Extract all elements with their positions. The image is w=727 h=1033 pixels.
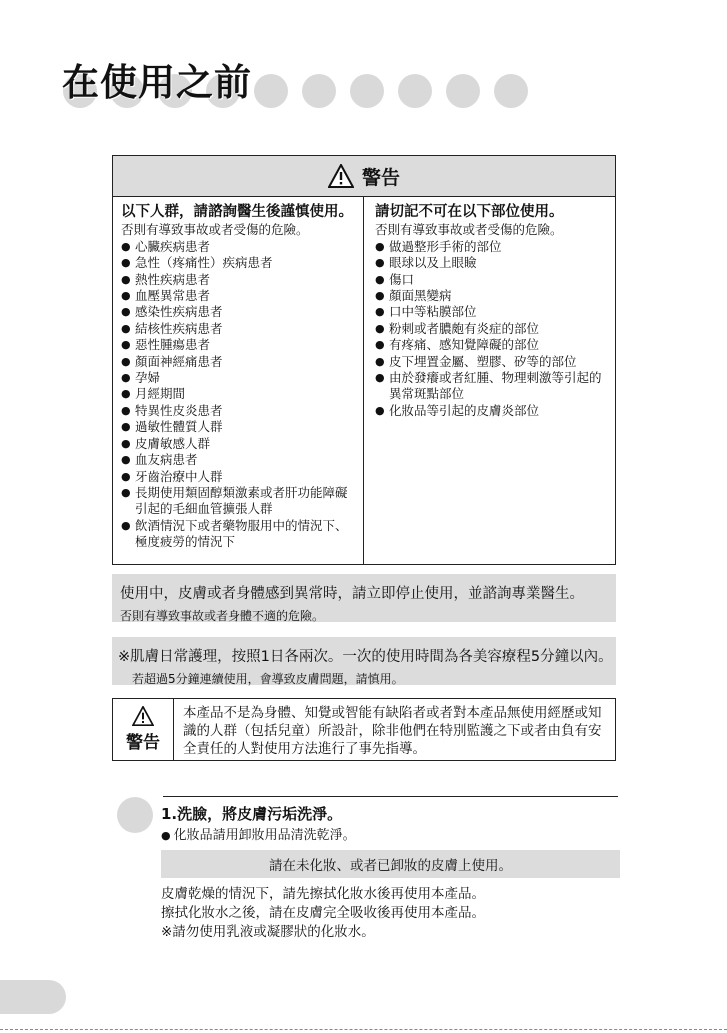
page-bottom-edge [0,1029,727,1031]
child-warning-text: 本產品不是為身體、知覺或智能有缺陷者或者對本產品無使用經歷或知識的人群（包括兒童）所設計，除非他們在特別監護之下或者由負有安全責任的人對使用方法進行了事先指導。 [183,705,602,757]
list-item: ● 月經期間 [121,386,359,402]
child-warning-label: 警告 [126,733,160,753]
decor-circle [494,74,528,108]
bullet-icon: ● [161,829,171,842]
step-title: 1.洗臉，將皮膚污垢洗淨。 [161,805,343,823]
step-note-text: 化妝品請用卸妝用品清洗乾淨。 [173,828,356,843]
list-item: ● 過敏性體質人群 [121,419,359,435]
instruction-line: 擦拭化妝水之後，請在皮膚完全吸收後再使用本產品。 [161,905,485,921]
notice-main: 使用中，皮膚或者身體感到異常時，請立即停止使用，並諮詢專業醫生。 [120,586,584,602]
warning-triangle-icon [328,164,354,188]
list-item: ● 有疼痛、感知覺障礙的部位 [375,337,609,353]
list-item: ● 感染性疾病患者 [121,304,359,320]
notice-small: 否則有導致事故或者身體不適的危險。 [120,609,325,623]
notice-band-stop-use [112,574,616,622]
right-column [375,204,609,419]
list-item: ● 做過整形手術的部位 [375,239,609,255]
list-item: ● 粉刺或者膿皰有炎症的部位 [375,321,609,337]
list-item: ● 傷口 [375,272,609,288]
left-column [121,204,359,551]
list-item: ● 惡性腫瘍患者 [121,337,359,353]
notice-band-usage-time [112,637,616,685]
list-item: ● 特異性皮炎患者 [121,403,359,419]
list-item: ● 皮膚敏感人群 [121,436,359,452]
page-title: 在使用之前 [62,61,252,104]
list-item: ● 皮下埋置金屬、塑膠、矽等的部位 [375,354,609,370]
instruction-line: ※請勿使用乳液或凝膠狀的化妝水。 [161,924,375,940]
left-column-subtitle: 否則有導致事故或者受傷的危險。 [121,222,309,238]
list-item: ● 牙齒治療中人群 [121,469,359,485]
step-band: 請在未化妝、或者已卸妝的皮膚上使用。 [161,850,620,878]
list-item: ● 由於發癢或者紅腫、物理刺激等引起的異常斑點部位 [375,370,609,403]
step-divider [163,796,618,797]
list-item: ● 顏面神經痛患者 [121,354,359,370]
decor-circle [350,74,384,108]
list-item: ● 眼球以及上眼瞼 [375,255,609,271]
list-item: ● 口中等粘膜部位 [375,304,609,320]
right-column-title: 請切記不可在以下部位使用。 [375,204,564,220]
notice-main: ※肌膚日常護理，按照1日各兩次。一次的使用時間為各美容療程5分鐘以內。 [118,649,613,665]
step-instructions [161,885,485,942]
page-number-tab [0,980,66,1014]
child-warning-box [112,698,616,761]
list-item: ● 顏面黑變病 [375,288,609,304]
list-item: ● 長期使用類固醇類激素或者肝功能障礙引起的毛細血管擴張人群 [121,485,359,518]
list-item: ● 孕婦 [121,370,359,386]
list-item: ● 心臟疾病患者 [121,239,359,255]
decor-circle [398,74,432,108]
left-column-title: 以下人群，請諮詢醫生後謹慎使用。 [121,204,353,220]
list-item: ● 化妝品等引起的皮膚炎部位 [375,403,609,419]
child-warning-label-cell [113,699,174,760]
warning-heading: 警告 [361,166,400,189]
step-note [161,824,356,843]
step-marker-circle [117,797,153,833]
decor-circle [302,74,336,108]
decor-circle [446,74,480,108]
list-item: ● 結核性疾病患者 [121,321,359,337]
warning-header [113,156,615,197]
list-item: ● 血友病患者 [121,452,359,468]
decor-circle [254,74,288,108]
right-column-subtitle: 否則有導致事故或者受傷的危險。 [375,222,563,238]
list-item: ● 急性（疼痛性）疾病患者 [121,255,359,271]
column-divider [363,196,364,564]
list-item: ● 熱性疾病患者 [121,272,359,288]
instruction-line: 皮膚乾燥的情況下，請先擦拭化妝水後再使用本產品。 [161,886,485,902]
list-item: ● 血壓異常患者 [121,288,359,304]
notice-small: 若超過5分鐘連續使用，會導致皮膚問題，請慎用。 [132,672,404,686]
list-item: ● 飲酒情況下或者藥物服用中的情況下、極度疲勞的情況下 [121,518,359,551]
warning-triangle-icon [132,706,154,726]
warning-box [112,155,616,565]
